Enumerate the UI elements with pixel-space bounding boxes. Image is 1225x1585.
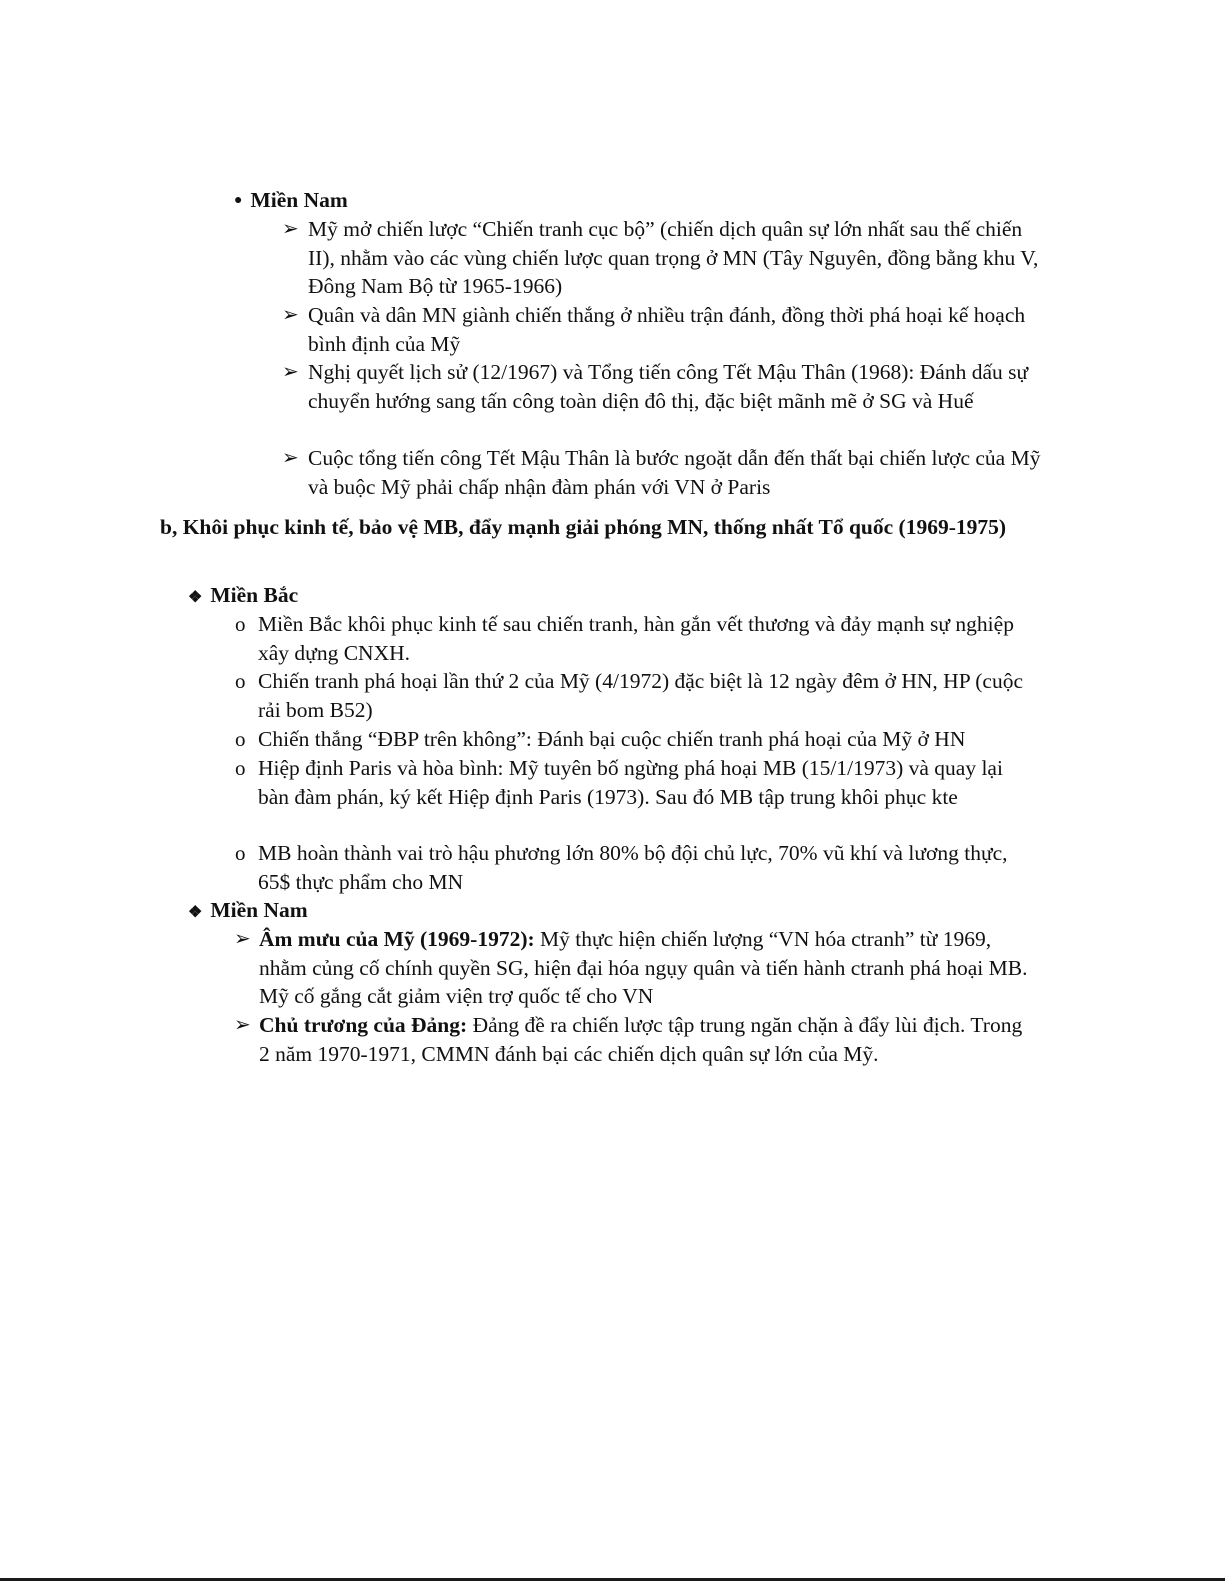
circle-bullet-icon: o: [235, 669, 246, 693]
arrow-bullet-icon: ➢: [234, 928, 251, 950]
diamond-bullet-icon: ❖: [188, 589, 203, 606]
list-item: [234, 1011, 1029, 1068]
list-item: [235, 725, 1028, 754]
list-item-lead: Chủ trương của Đảng:: [259, 1013, 468, 1037]
dot-bullet-icon: ●: [234, 193, 243, 208]
list-item-text: Hiệp định Paris và hòa bình: Mỹ tuyên bố ngừng phá hoại MB (15/1/1973) và quay lại bàn đàm phán, ký kết Hiệp định Paris (1973). Sau đó MB tập trung khôi phục kte: [258, 756, 1003, 809]
circle-bullet-icon: o: [235, 841, 246, 865]
list-item: [282, 444, 1043, 501]
section-heading-mien-bac: [188, 581, 298, 613]
heading-text: Miền Bắc: [210, 583, 299, 607]
circle-bullet-icon: o: [235, 612, 246, 636]
list-item-lead: Âm mưu của Mỹ (1969-1972):: [259, 927, 535, 951]
list-item-text: Quân và dân MN giành chiến thắng ở nhiều trận đánh, đồng thời phá hoại kế hoạch bình định của Mỹ: [308, 303, 1026, 356]
list-item: [234, 925, 1029, 1011]
list-item-text: Miền Bắc khôi phục kinh tế sau chiến tranh, hàn gắn vết thương và đảy mạnh sự nghiệp xây dựng CNXH.: [258, 612, 1014, 665]
list-item: [235, 839, 1028, 896]
heading-text: Miền Nam: [210, 898, 308, 922]
arrow-bullet-icon: ➢: [282, 361, 299, 383]
list-item-text: Cuộc tổng tiến công Tết Mậu Thân là bước ngoặt dẫn đến thất bại chiến lược của Mỹ và buộc Mỹ phải chấp nhận đàm phán với VN ở Paris: [308, 446, 1041, 499]
list-item-text: Mỹ thực hiện chiến lượng “VN hóa ctranh” từ 1969, nhằm củng cố chính quyền SG, hiện đại hóa ngụy quân và tiến hành ctranh phá hoại MB. Mỹ cố gắng cắt giảm viện trợ quốc tế cho VN: [259, 927, 1028, 1009]
list-item-text: Chiến tranh phá hoại lần thứ 2 của Mỹ (4/1972) đặc biệt là 12 ngày đêm ở HN, HP (cuộc rải bom B52): [258, 669, 1023, 722]
page-bottom-edge: [0, 1578, 1225, 1581]
list-item-text: MB hoàn thành vai trò hậu phương lớn 80% bộ đội chủ lực, 70% vũ khí và lương thực, 65$ thực phẩm cho MN: [258, 841, 1008, 894]
heading-text: Miền Nam: [250, 188, 348, 212]
list-item: [235, 754, 1028, 811]
section-heading-mien-nam-top: [234, 186, 348, 219]
list-item: [282, 215, 1043, 301]
list-item: [282, 358, 1043, 415]
list-item-text: Nghị quyết lịch sử (12/1967) và Tổng tiến công Tết Mậu Thân (1968): Đánh dấu sự chuyển hướng sang tấn công toàn diện đô thị, đặc biệt mãnh mẽ ở SG và Huế: [308, 360, 1029, 413]
list-item-text: Mỹ mở chiến lược “Chiến tranh cục bộ” (chiến dịch quân sự lớn nhất sau thế chiến II), nhằm vào các vùng chiến lược quan trọng ở MN (Tây Nguyên, đồng bằng khu V, Đông Nam Bộ từ 1965-1966): [308, 217, 1039, 299]
section-b-title: b, Khôi phục kinh tế, bảo vệ MB, đẩy mạnh giải phóng MN, thống nhất Tổ quốc (1969-1975): [160, 515, 1007, 539]
arrow-bullet-icon: ➢: [282, 447, 299, 469]
list-item: [235, 667, 1028, 724]
diamond-bullet-icon: ❖: [188, 904, 203, 921]
arrow-bullet-icon: ➢: [234, 1014, 251, 1036]
list-item: [235, 610, 1028, 667]
circle-bullet-icon: o: [235, 727, 246, 751]
list-item: [282, 301, 1043, 358]
arrow-bullet-icon: ➢: [282, 218, 299, 240]
section-heading-mien-nam: [188, 896, 308, 928]
arrow-bullet-icon: ➢: [282, 304, 299, 326]
list-item-text: Đảng đề ra chiến lược tập trung ngăn chặn à đẩy lùi địch. Trong 2 năm 1970-1971, CMMN đánh bại các chiến dịch quân sự lớn của Mỹ.: [259, 1013, 1023, 1066]
list-item-text: Chiến thắng “ĐBP trên không”: Đánh bại cuộc chiến tranh phá hoại của Mỹ ở HN: [258, 727, 966, 751]
circle-bullet-icon: o: [235, 756, 246, 780]
